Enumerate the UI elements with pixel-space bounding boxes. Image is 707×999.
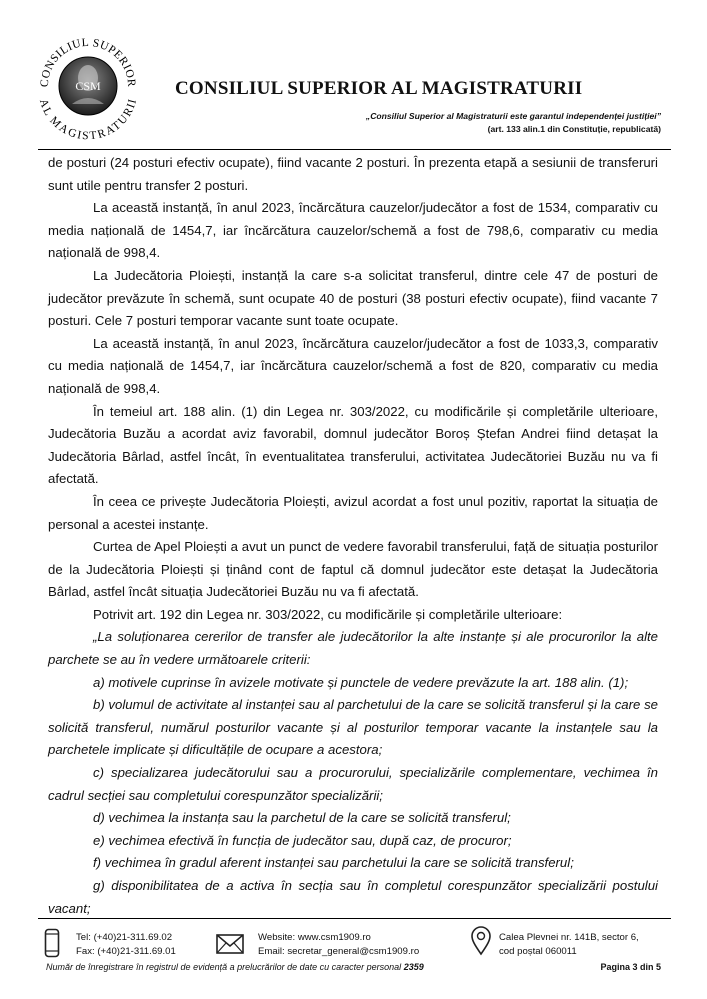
paragraph: La Judecătoria Ploiești, instanță la care s-a solicitat transferul, dintre cele 47 de posturi de judecător prevăzute în schemă, sunt ocupate 40 de posturi (38 posturi efectiv ocupate), fiind vacante 7 posturi. Cele 7 posturi temporar vacante sunt toate ocupate. [48, 267, 658, 329]
motto-text: „Consiliul Superior al Magistraturii este garantul independenței justiției” [365, 111, 661, 121]
footer-phone-block [76, 931, 176, 958]
quote-item-d: d) vechimea la instanța sau la parchetul de la care se solicită transferul; [93, 810, 511, 826]
motto-citation: (art. 133 alin.1 din Constituție, republicată) [487, 124, 661, 134]
quote-item-e: e) vechimea efectivă în funcția de judecător sau, după caz, de procuror; [93, 832, 512, 848]
quote-item-b: b) volumul de activitate al instanței sau al parchetului de la care se solicită transferul și la care se solicită transferul, numărul posturilor vacante și al posturilor temporar vacante la instanțele sau la parchetele implicate și dificultățile de ocupare a acestora; [48, 697, 658, 758]
paragraph: În temeiul art. 188 alin. (1) din Legea nr. 303/2022, cu modificările și completările ulterioare, Judecătoria Buzău a acordat aviz favorabil, domnul judecător Boroș Ștefan Andrei fiind detașat la Judecătoria Bârlad, astfel încât, în eventualitatea transferului, activitatea Judecătoriei Buzău nu va fi afectată. [48, 403, 658, 487]
quote-intro: „La soluționarea cererilor de transfer ale judecătorilor la alte instanțe și ale procurorilor la alte parchete se au în vedere următoarele criterii: [48, 629, 658, 668]
footer-website: Website: www.csm1909.ro [258, 932, 371, 943]
quote-item-a: a) motivele cuprinse în avizele motivate și punctele de vedere prevăzute la art. 188 alin. (1); [93, 674, 629, 690]
logo-top-text: CONSILIUL SUPERIOR [38, 36, 138, 88]
registry-text: Număr de înregistrare în registrul de evidență a prelucrărilor de date cu caracter personal [46, 962, 402, 972]
document-body [48, 152, 658, 920]
footer-fax: Fax: (+40)21-311.69.01 [76, 945, 176, 957]
footer-address-line2: cod poștal 060011 [499, 945, 577, 957]
logo-center-text: CSM [75, 79, 101, 93]
footer-contact-block [258, 931, 419, 958]
paragraph: de posturi (24 posturi efectiv ocupate), fiind vacante 2 posturi. În prezenta etapă a sesiunii de transferuri sunt utile pentru transfer 2 posturi. [48, 155, 658, 193]
paragraph: La această instanță, în anul 2023, încărcătura cauzelor/judecător a fost de 1033,3, comparativ cu media națională de 1454,7, iar încărcătura cauzelor/schemă a fost de 820, comparativ cu media națională de 998,4. [48, 335, 658, 396]
paragraph: Potrivit art. 192 din Legea nr. 303/2022, cu modificările și completările ulterioare: [93, 606, 563, 622]
quote-item-g: g) disponibilitatea de a activa în secția sau în completul corespunzător specializării postului vacant; [48, 878, 658, 916]
paragraph: La această instanță, în anul 2023, încărcătura cauzelor/judecător a fost de 1534, comparativ cu media națională de 1454,7, iar încărcătura cauzelor/schemă a fost de 798,6, comparativ cu media națională de 998,4. [48, 200, 658, 261]
header-motto [366, 110, 661, 136]
location-pin-icon [470, 926, 492, 956]
registry-number: 2359 [403, 962, 424, 972]
footer-address-line1: Calea Plevnei nr. 141B, sector 6, [499, 932, 639, 943]
paragraph: Curtea de Apel Ploiești a avut un punct de vedere favorabil transferului, față de situația posturilor de la Judecătoria Ploiești și ținând cont de faptul că domnul judecător este detașat la Judecătoria Bârlad, astfel încât situația Judecătoriei Buzău nu va fi afectată. [48, 539, 658, 600]
csm-logo [32, 28, 144, 140]
institution-title: CONSILIUL SUPERIOR AL MAGISTRATURII [175, 78, 583, 99]
paragraph: În ceea ce privește Judecătoria Ploiești, avizul acordat a fost unul pozitiv, raportat la situația de personal a acestei instanțe. [48, 493, 658, 532]
footer-divider [38, 918, 671, 919]
page-number: Pagina 3 din 5 [600, 962, 661, 972]
header-divider [38, 149, 671, 150]
footer-registry-note [46, 962, 424, 972]
quote-item-f: f) vechimea în gradul aferent instanței sau parchetului la care se solicită transferul; [93, 855, 574, 871]
footer-tel: Tel: (+40)21-311.69.02 [76, 932, 173, 943]
logo-bottom-text: AL MAGISTRATURII [36, 97, 140, 140]
footer-email: Email: secretar_general@csm1909.ro [258, 945, 420, 957]
envelope-icon [216, 934, 244, 954]
footer-address-block [499, 931, 639, 958]
phone-icon [44, 928, 60, 958]
quote-item-c: c) specializarea judecătorului sau a procurorului, specializările complementare, vechimea în cadrul secției sau completului corespunzător specializării; [48, 765, 658, 803]
